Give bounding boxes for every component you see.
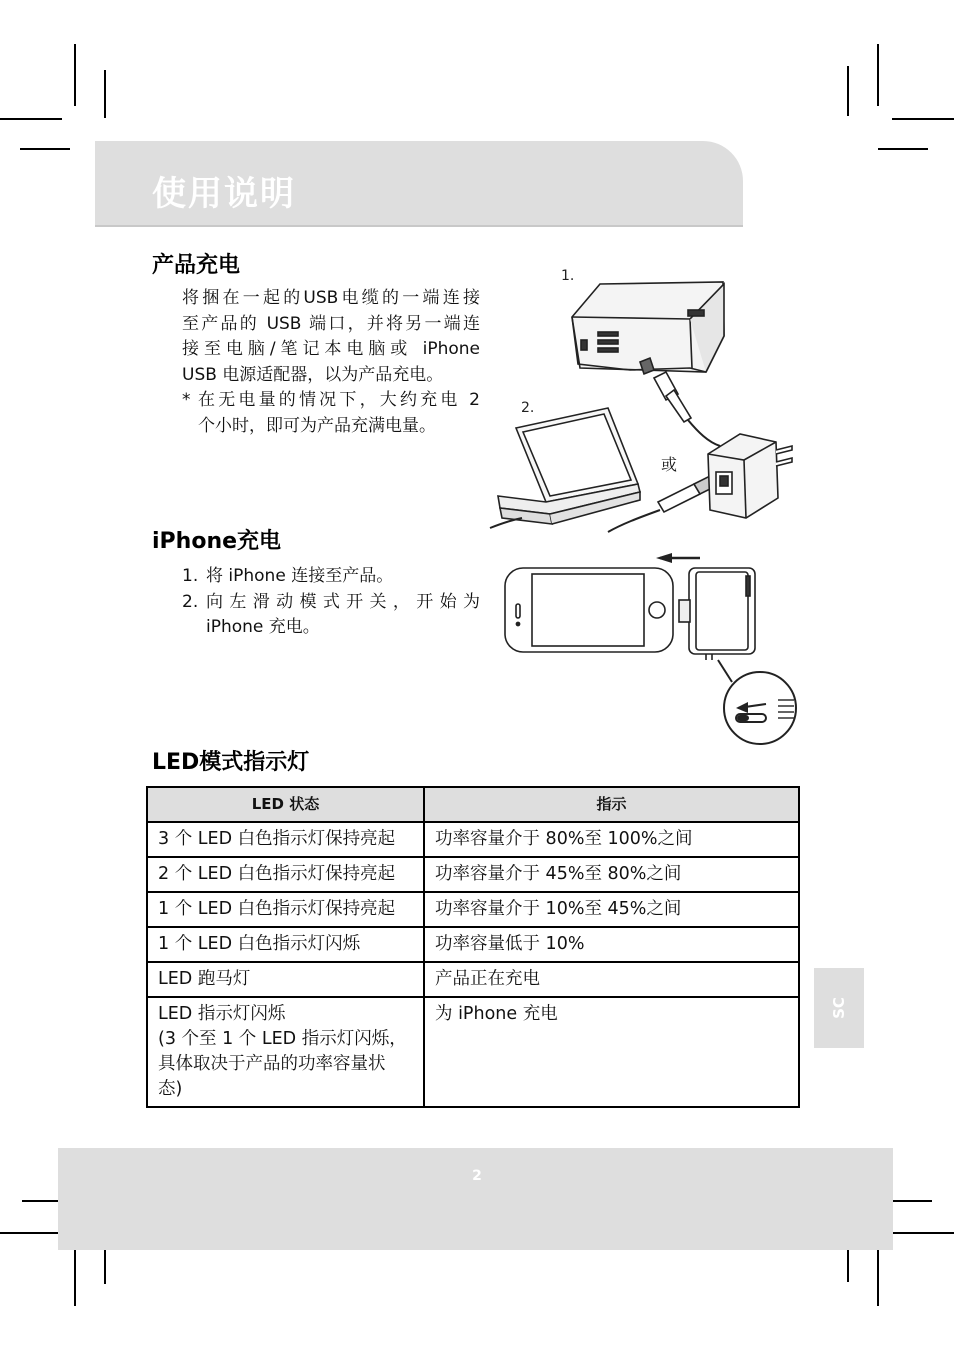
led-status-table: [146, 786, 800, 1108]
list-item: [182, 590, 480, 641]
led-section-title: LED模式指示灯: [152, 750, 310, 775]
charging-illustration: [488, 262, 808, 534]
note-line: 在无电量的情况下，大约充电 2: [198, 390, 480, 410]
led-state-line: (3 个至 1 个 LED 指示灯闪烁，: [158, 1029, 407, 1049]
step-number: 1.: [182, 566, 199, 586]
charge-line: 接至电脑/笔记本电脑或 iPhone: [182, 339, 480, 359]
led-state-line: 具体取决于产品的功率容量状: [158, 1054, 386, 1074]
crop-mark: [74, 44, 76, 106]
led-state-line: LED 指示灯闪烁: [158, 1004, 286, 1024]
table-header-row: [147, 787, 799, 822]
language-tab-label: SC: [830, 997, 848, 1019]
step-line: iPhone 充电。: [206, 617, 320, 637]
language-tab: [814, 968, 864, 1048]
iphone-connection-illustration: [500, 550, 802, 748]
table-row: [147, 822, 799, 857]
column-header-indication: 指示: [424, 787, 799, 822]
crop-mark: [847, 66, 849, 116]
usb-adapter-icon: [708, 434, 792, 518]
indication-cell: 为 iPhone 充电: [424, 997, 799, 1107]
crop-mark: [20, 148, 70, 150]
table-row: [147, 857, 799, 892]
table-row: [147, 892, 799, 927]
list-item: [182, 564, 480, 590]
step-number: 2.: [182, 591, 199, 612]
crop-mark: [74, 1246, 76, 1306]
charge-line: USB 电源适配器，以为产品充电。: [182, 364, 444, 385]
indication-cell: 功率容量介于 45%至 80%之间: [424, 857, 799, 892]
led-state-cell: 2 个 LED 白色指示灯保持亮起: [147, 857, 424, 892]
iphone-section-title: iPhone充电: [152, 529, 282, 554]
indication-cell: 功率容量介于 10%至 45%之间: [424, 892, 799, 927]
figure-label-1: 1.: [561, 268, 575, 284]
crop-mark: [877, 1246, 879, 1306]
power-bank-icon: [572, 282, 724, 374]
iphone-icon: [505, 568, 673, 652]
led-state-cell: LED 跑马灯: [147, 962, 424, 997]
table-row: [147, 927, 799, 962]
led-state-line: 态): [158, 1079, 183, 1099]
page-number: 2: [472, 1168, 482, 1184]
indication-cell: 功率容量介于 80%至 100%之间: [424, 822, 799, 857]
page-title: 使用说明: [152, 174, 296, 214]
charge-line: 至产品的 USB 端口，并将另一端连: [182, 313, 480, 334]
led-state-cell: 3 个 LED 白色指示灯保持亮起: [147, 822, 424, 857]
led-state-cell: 1 个 LED 白色指示灯保持亮起: [147, 892, 424, 927]
charge-line: 将捆在一起的USB电缆的一端连接: [182, 288, 480, 308]
laptop-icon: [498, 408, 640, 524]
indication-cell: 功率容量低于 10%: [424, 927, 799, 962]
led-state-cell: [147, 997, 424, 1107]
charge-section-title: 产品充电: [152, 253, 241, 278]
iphone-steps: [182, 564, 480, 641]
arrow-left-icon: [656, 553, 700, 563]
led-state-cell: 1 个 LED 白色指示灯闪烁: [147, 927, 424, 962]
figure-label-2: 2.: [521, 400, 535, 416]
crop-mark: [878, 148, 928, 150]
step-line: 将 iPhone 连接至产品。: [206, 566, 394, 586]
column-header-led-state: LED 状态: [147, 787, 424, 822]
crop-mark: [0, 118, 62, 120]
table-row: [147, 997, 799, 1107]
crop-mark: [892, 118, 954, 120]
crop-mark: [104, 70, 106, 118]
usb-cable-icon: [654, 372, 720, 446]
indication-cell: 产品正在充电: [424, 962, 799, 997]
crop-mark: [892, 1232, 954, 1234]
charge-note: [182, 388, 480, 439]
step-line: 向左滑动模式开关，开始为: [206, 591, 480, 612]
note-asterisk: *: [182, 390, 191, 410]
power-bank-icon: [679, 568, 755, 660]
footer-band: [58, 1148, 893, 1250]
crop-mark: [877, 44, 879, 106]
charge-instructions: [182, 286, 480, 439]
mode-switch-magnifier-icon: [718, 660, 796, 744]
note-line: 个小时，即可为产品充满电量。: [198, 415, 436, 436]
table-row: [147, 962, 799, 997]
crop-mark: [0, 1232, 62, 1234]
figure-label-or: 或: [661, 455, 678, 474]
